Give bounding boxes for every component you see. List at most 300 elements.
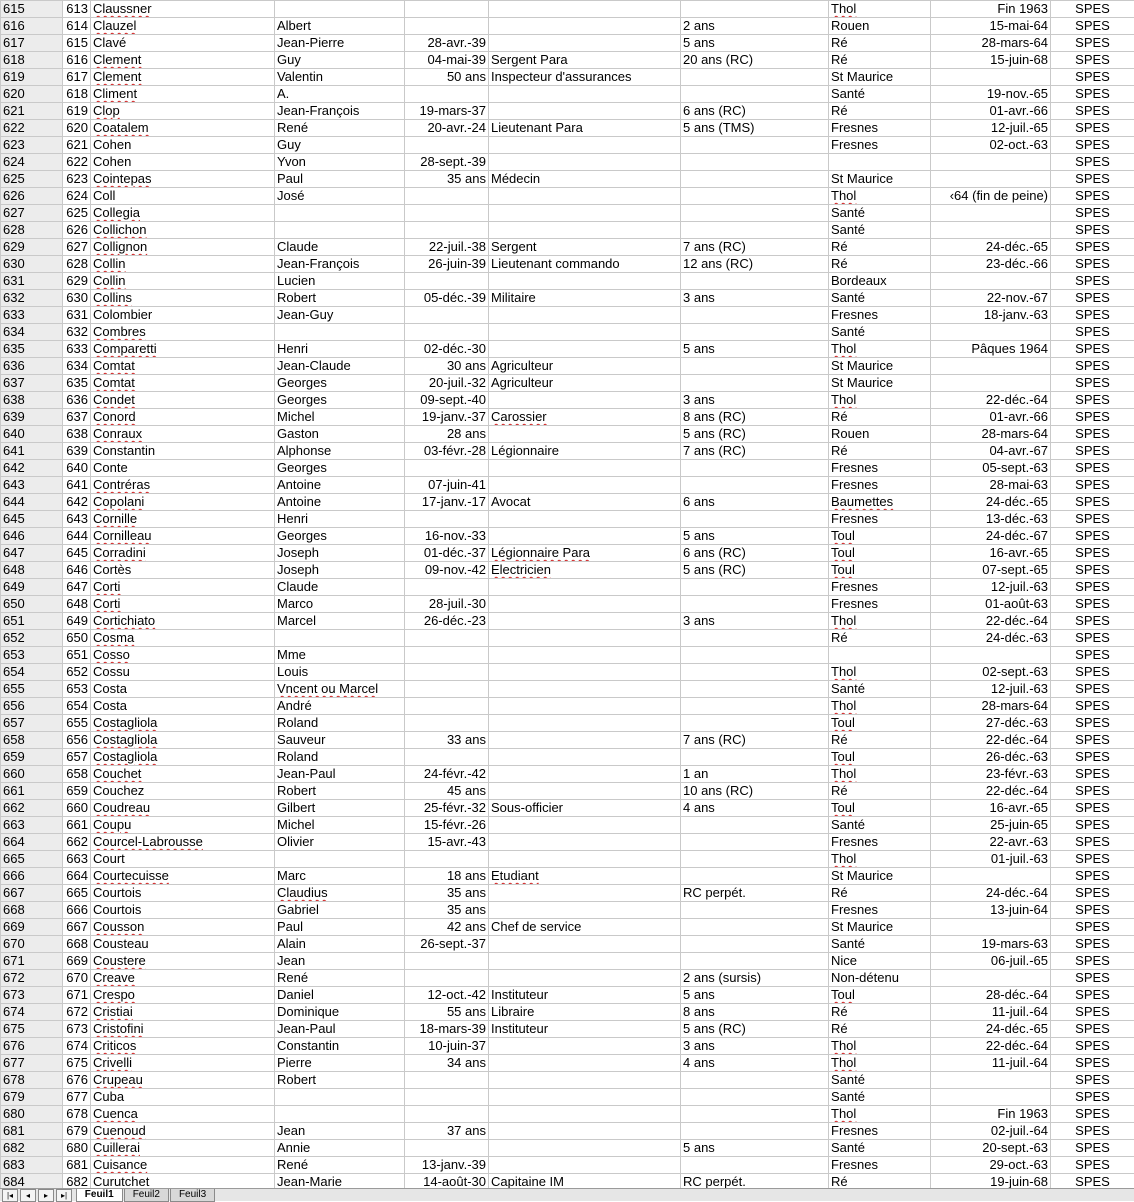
- cell-sentence[interactable]: [681, 1021, 829, 1038]
- cell-job[interactable]: [489, 715, 681, 732]
- cell-release-date[interactable]: [931, 290, 1051, 307]
- cell-job[interactable]: [489, 222, 681, 239]
- cell-organization[interactable]: [1051, 137, 1134, 154]
- cell-organization[interactable]: [1051, 324, 1134, 341]
- cell-number[interactable]: [63, 375, 91, 392]
- cell-location[interactable]: [829, 1123, 931, 1140]
- cell-number[interactable]: [63, 511, 91, 528]
- cell-number[interactable]: [63, 222, 91, 239]
- cell-release-date[interactable]: [931, 851, 1051, 868]
- cell-sentence[interactable]: [681, 783, 829, 800]
- cell-release-date[interactable]: [931, 1072, 1051, 1089]
- cell-release-date[interactable]: [931, 1055, 1051, 1072]
- cell-name[interactable]: [91, 222, 275, 239]
- cell-firstname[interactable]: [275, 1157, 405, 1174]
- cell-firstname[interactable]: [275, 205, 405, 222]
- cell-location[interactable]: [829, 460, 931, 477]
- cell-sentence[interactable]: [681, 1174, 829, 1189]
- cell-number[interactable]: [63, 766, 91, 783]
- cell-birth[interactable]: [405, 1123, 489, 1140]
- cell-sentence[interactable]: [681, 579, 829, 596]
- cell-name[interactable]: [91, 749, 275, 766]
- cell-job[interactable]: [489, 834, 681, 851]
- cell-name[interactable]: [91, 1038, 275, 1055]
- cell-organization[interactable]: [1051, 477, 1134, 494]
- cell-sentence[interactable]: [681, 86, 829, 103]
- cell-firstname[interactable]: [275, 341, 405, 358]
- cell-job[interactable]: [489, 1004, 681, 1021]
- cell-number[interactable]: [63, 358, 91, 375]
- cell-number[interactable]: [63, 273, 91, 290]
- cell-sentence[interactable]: [681, 698, 829, 715]
- cell-release-date[interactable]: [931, 545, 1051, 562]
- cell-birth[interactable]: [405, 987, 489, 1004]
- cell-birth[interactable]: [405, 69, 489, 86]
- cell-firstname[interactable]: [275, 528, 405, 545]
- cell-location[interactable]: [829, 324, 931, 341]
- cell-sentence[interactable]: [681, 851, 829, 868]
- cell-job[interactable]: [489, 630, 681, 647]
- cell-sentence[interactable]: [681, 1004, 829, 1021]
- cell-sentence[interactable]: [681, 528, 829, 545]
- cell-name[interactable]: [91, 766, 275, 783]
- cell-job[interactable]: [489, 307, 681, 324]
- cell-release-date[interactable]: [931, 494, 1051, 511]
- cell-firstname[interactable]: [275, 868, 405, 885]
- cell-location[interactable]: [829, 171, 931, 188]
- cell-organization[interactable]: [1051, 987, 1134, 1004]
- cell-number[interactable]: [63, 902, 91, 919]
- cell-firstname[interactable]: [275, 120, 405, 137]
- cell-birth[interactable]: [405, 681, 489, 698]
- cell-release-date[interactable]: [931, 460, 1051, 477]
- cell-organization[interactable]: [1051, 1140, 1134, 1157]
- cell-name[interactable]: [91, 851, 275, 868]
- cell-location[interactable]: [829, 273, 931, 290]
- cell-firstname[interactable]: [275, 1055, 405, 1072]
- cell-number[interactable]: [63, 664, 91, 681]
- cell-location[interactable]: [829, 1, 931, 18]
- cell-job[interactable]: [489, 851, 681, 868]
- cell-name[interactable]: [91, 1072, 275, 1089]
- cell-organization[interactable]: [1051, 596, 1134, 613]
- cell-name[interactable]: [91, 426, 275, 443]
- cell-birth[interactable]: [405, 511, 489, 528]
- cell-name[interactable]: [91, 188, 275, 205]
- cell-job[interactable]: [489, 885, 681, 902]
- cell-location[interactable]: [829, 477, 931, 494]
- cell-name[interactable]: [91, 1004, 275, 1021]
- cell-birth[interactable]: [405, 1004, 489, 1021]
- cell-release-date[interactable]: [931, 817, 1051, 834]
- cell-sentence[interactable]: [681, 800, 829, 817]
- cell-name[interactable]: [91, 1055, 275, 1072]
- cell-number[interactable]: [63, 460, 91, 477]
- cell-job[interactable]: [489, 188, 681, 205]
- cell-job[interactable]: [489, 868, 681, 885]
- cell-firstname[interactable]: [275, 1106, 405, 1123]
- cell-birth[interactable]: [405, 324, 489, 341]
- cell-release-date[interactable]: [931, 324, 1051, 341]
- cell-location[interactable]: [829, 885, 931, 902]
- cell-release-date[interactable]: [931, 358, 1051, 375]
- cell-organization[interactable]: [1051, 1004, 1134, 1021]
- cell-job[interactable]: [489, 749, 681, 766]
- cell-job[interactable]: [489, 103, 681, 120]
- cell-sentence[interactable]: [681, 171, 829, 188]
- cell-birth[interactable]: [405, 392, 489, 409]
- cell-number[interactable]: [63, 1123, 91, 1140]
- cell-name[interactable]: [91, 120, 275, 137]
- cell-release-date[interactable]: [931, 273, 1051, 290]
- cell-job[interactable]: [489, 1157, 681, 1174]
- cell-number[interactable]: [63, 86, 91, 103]
- cell-name[interactable]: [91, 834, 275, 851]
- cell-birth[interactable]: [405, 239, 489, 256]
- cell-location[interactable]: [829, 800, 931, 817]
- cell-job[interactable]: [489, 511, 681, 528]
- cell-birth[interactable]: [405, 1038, 489, 1055]
- cell-organization[interactable]: [1051, 35, 1134, 52]
- cell-sentence[interactable]: [681, 239, 829, 256]
- cell-birth[interactable]: [405, 120, 489, 137]
- cell-location[interactable]: [829, 120, 931, 137]
- cell-job[interactable]: [489, 443, 681, 460]
- cell-name[interactable]: [91, 443, 275, 460]
- cell-job[interactable]: [489, 171, 681, 188]
- cell-number[interactable]: [63, 392, 91, 409]
- cell-release-date[interactable]: [931, 341, 1051, 358]
- cell-organization[interactable]: [1051, 52, 1134, 69]
- cell-sentence[interactable]: [681, 1055, 829, 1072]
- cell-location[interactable]: [829, 851, 931, 868]
- cell-number[interactable]: [63, 749, 91, 766]
- cell-number[interactable]: [63, 409, 91, 426]
- cell-firstname[interactable]: [275, 1123, 405, 1140]
- cell-name[interactable]: [91, 817, 275, 834]
- cell-birth[interactable]: [405, 732, 489, 749]
- cell-birth[interactable]: [405, 477, 489, 494]
- cell-job[interactable]: [489, 562, 681, 579]
- cell-name[interactable]: [91, 596, 275, 613]
- cell-location[interactable]: [829, 392, 931, 409]
- cell-birth[interactable]: [405, 86, 489, 103]
- cell-sentence[interactable]: [681, 681, 829, 698]
- cell-organization[interactable]: [1051, 392, 1134, 409]
- cell-firstname[interactable]: [275, 460, 405, 477]
- cell-organization[interactable]: [1051, 426, 1134, 443]
- cell-firstname[interactable]: [275, 936, 405, 953]
- cell-name[interactable]: [91, 273, 275, 290]
- cell-number[interactable]: [63, 987, 91, 1004]
- cell-number[interactable]: [63, 817, 91, 834]
- cell-firstname[interactable]: [275, 732, 405, 749]
- cell-organization[interactable]: [1051, 766, 1134, 783]
- cell-release-date[interactable]: [931, 52, 1051, 69]
- cell-name[interactable]: [91, 732, 275, 749]
- cell-sentence[interactable]: [681, 1072, 829, 1089]
- first-sheet-icon[interactable]: |◂: [2, 1189, 18, 1202]
- cell-job[interactable]: [489, 35, 681, 52]
- cell-sentence[interactable]: [681, 324, 829, 341]
- cell-sentence[interactable]: [681, 1089, 829, 1106]
- cell-location[interactable]: [829, 919, 931, 936]
- cell-organization[interactable]: [1051, 154, 1134, 171]
- cell-number[interactable]: [63, 35, 91, 52]
- cell-release-date[interactable]: [931, 1157, 1051, 1174]
- cell-birth[interactable]: [405, 256, 489, 273]
- cell-location[interactable]: [829, 1174, 931, 1189]
- cell-name[interactable]: [91, 239, 275, 256]
- cell-release-date[interactable]: [931, 613, 1051, 630]
- cell-job[interactable]: [489, 766, 681, 783]
- cell-firstname[interactable]: [275, 392, 405, 409]
- cell-job[interactable]: [489, 953, 681, 970]
- cell-number[interactable]: [63, 137, 91, 154]
- cell-birth[interactable]: [405, 647, 489, 664]
- cell-number[interactable]: [63, 579, 91, 596]
- cell-job[interactable]: [489, 1055, 681, 1072]
- cell-firstname[interactable]: [275, 783, 405, 800]
- cell-sentence[interactable]: [681, 18, 829, 35]
- cell-birth[interactable]: [405, 766, 489, 783]
- cell-birth[interactable]: [405, 341, 489, 358]
- cell-number[interactable]: [63, 188, 91, 205]
- cell-sentence[interactable]: [681, 392, 829, 409]
- cell-organization[interactable]: [1051, 1123, 1134, 1140]
- cell-sentence[interactable]: [681, 273, 829, 290]
- cell-release-date[interactable]: [931, 205, 1051, 222]
- cell-job[interactable]: [489, 664, 681, 681]
- cell-job[interactable]: [489, 1123, 681, 1140]
- cell-job[interactable]: [489, 936, 681, 953]
- cell-location[interactable]: [829, 528, 931, 545]
- cell-release-date[interactable]: [931, 749, 1051, 766]
- cell-organization[interactable]: [1051, 613, 1134, 630]
- cell-sentence[interactable]: [681, 460, 829, 477]
- cell-release-date[interactable]: [931, 1123, 1051, 1140]
- cell-name[interactable]: [91, 630, 275, 647]
- cell-number[interactable]: [63, 851, 91, 868]
- cell-name[interactable]: [91, 698, 275, 715]
- cell-name[interactable]: [91, 902, 275, 919]
- cell-release-date[interactable]: [931, 443, 1051, 460]
- cell-release-date[interactable]: [931, 409, 1051, 426]
- cell-name[interactable]: [91, 375, 275, 392]
- cell-birth[interactable]: [405, 800, 489, 817]
- cell-location[interactable]: [829, 256, 931, 273]
- cell-birth[interactable]: [405, 664, 489, 681]
- cell-firstname[interactable]: [275, 715, 405, 732]
- cell-birth[interactable]: [405, 18, 489, 35]
- cell-release-date[interactable]: [931, 562, 1051, 579]
- cell-birth[interactable]: [405, 834, 489, 851]
- cell-number[interactable]: [63, 596, 91, 613]
- cell-release-date[interactable]: [931, 18, 1051, 35]
- cell-location[interactable]: [829, 409, 931, 426]
- cell-job[interactable]: [489, 613, 681, 630]
- cell-birth[interactable]: [405, 358, 489, 375]
- cell-birth[interactable]: [405, 273, 489, 290]
- cell-location[interactable]: [829, 154, 931, 171]
- cell-firstname[interactable]: [275, 1089, 405, 1106]
- cell-birth[interactable]: [405, 596, 489, 613]
- cell-organization[interactable]: [1051, 1072, 1134, 1089]
- cell-firstname[interactable]: [275, 596, 405, 613]
- cell-job[interactable]: [489, 477, 681, 494]
- cell-number[interactable]: [63, 715, 91, 732]
- cell-organization[interactable]: [1051, 86, 1134, 103]
- cell-birth[interactable]: [405, 1157, 489, 1174]
- next-sheet-icon[interactable]: ▸: [38, 1189, 54, 1202]
- cell-release-date[interactable]: [931, 681, 1051, 698]
- cell-location[interactable]: [829, 545, 931, 562]
- cell-number[interactable]: [63, 1089, 91, 1106]
- cell-birth[interactable]: [405, 222, 489, 239]
- cell-sentence[interactable]: [681, 749, 829, 766]
- sheet-tab-2[interactable]: Feuil2: [124, 1189, 169, 1202]
- cell-birth[interactable]: [405, 868, 489, 885]
- cell-sentence[interactable]: [681, 222, 829, 239]
- cell-number[interactable]: [63, 494, 91, 511]
- cell-firstname[interactable]: [275, 800, 405, 817]
- cell-number[interactable]: [63, 613, 91, 630]
- cell-birth[interactable]: [405, 375, 489, 392]
- cell-birth[interactable]: [405, 630, 489, 647]
- cell-name[interactable]: [91, 681, 275, 698]
- cell-name[interactable]: [91, 970, 275, 987]
- cell-birth[interactable]: [405, 1174, 489, 1189]
- cell-release-date[interactable]: [931, 307, 1051, 324]
- cell-location[interactable]: [829, 902, 931, 919]
- cell-name[interactable]: [91, 341, 275, 358]
- cell-job[interactable]: [489, 817, 681, 834]
- cell-organization[interactable]: [1051, 817, 1134, 834]
- cell-location[interactable]: [829, 103, 931, 120]
- cell-organization[interactable]: [1051, 18, 1134, 35]
- cell-organization[interactable]: [1051, 1055, 1134, 1072]
- cell-job[interactable]: [489, 1, 681, 18]
- cell-location[interactable]: [829, 18, 931, 35]
- cell-birth[interactable]: [405, 579, 489, 596]
- cell-sentence[interactable]: [681, 970, 829, 987]
- cell-organization[interactable]: [1051, 103, 1134, 120]
- cell-birth[interactable]: [405, 1021, 489, 1038]
- cell-birth[interactable]: [405, 545, 489, 562]
- cell-firstname[interactable]: [275, 630, 405, 647]
- cell-job[interactable]: [489, 902, 681, 919]
- cell-firstname[interactable]: [275, 970, 405, 987]
- cell-job[interactable]: [489, 494, 681, 511]
- cell-sentence[interactable]: [681, 817, 829, 834]
- cell-release-date[interactable]: [931, 919, 1051, 936]
- cell-sentence[interactable]: [681, 477, 829, 494]
- cell-location[interactable]: [829, 188, 931, 205]
- cell-number[interactable]: [63, 953, 91, 970]
- cell-firstname[interactable]: [275, 154, 405, 171]
- cell-birth[interactable]: [405, 307, 489, 324]
- cell-name[interactable]: [91, 885, 275, 902]
- cell-release-date[interactable]: [931, 1, 1051, 18]
- cell-number[interactable]: [63, 1, 91, 18]
- cell-firstname[interactable]: [275, 52, 405, 69]
- cell-sentence[interactable]: [681, 426, 829, 443]
- cell-birth[interactable]: [405, 188, 489, 205]
- cell-sentence[interactable]: [681, 1, 829, 18]
- cell-name[interactable]: [91, 86, 275, 103]
- cell-job[interactable]: [489, 375, 681, 392]
- cell-location[interactable]: [829, 222, 931, 239]
- cell-location[interactable]: [829, 766, 931, 783]
- cell-organization[interactable]: [1051, 851, 1134, 868]
- cell-job[interactable]: [489, 545, 681, 562]
- cell-organization[interactable]: [1051, 188, 1134, 205]
- cell-sentence[interactable]: [681, 494, 829, 511]
- cell-organization[interactable]: [1051, 120, 1134, 137]
- cell-job[interactable]: [489, 681, 681, 698]
- cell-organization[interactable]: [1051, 205, 1134, 222]
- cell-sentence[interactable]: [681, 596, 829, 613]
- cell-birth[interactable]: [405, 290, 489, 307]
- cell-organization[interactable]: [1051, 69, 1134, 86]
- cell-organization[interactable]: [1051, 528, 1134, 545]
- cell-firstname[interactable]: [275, 409, 405, 426]
- cell-firstname[interactable]: [275, 1, 405, 18]
- cell-job[interactable]: [489, 273, 681, 290]
- cell-number[interactable]: [63, 698, 91, 715]
- cell-birth[interactable]: [405, 52, 489, 69]
- cell-sentence[interactable]: [681, 307, 829, 324]
- cell-name[interactable]: [91, 69, 275, 86]
- cell-release-date[interactable]: [931, 477, 1051, 494]
- cell-job[interactable]: [489, 52, 681, 69]
- cell-organization[interactable]: [1051, 545, 1134, 562]
- cell-number[interactable]: [63, 69, 91, 86]
- cell-sentence[interactable]: [681, 562, 829, 579]
- cell-location[interactable]: [829, 307, 931, 324]
- cell-number[interactable]: [63, 562, 91, 579]
- last-sheet-icon[interactable]: ▸|: [56, 1189, 72, 1202]
- cell-name[interactable]: [91, 1123, 275, 1140]
- cell-job[interactable]: [489, 579, 681, 596]
- cell-firstname[interactable]: [275, 375, 405, 392]
- cell-location[interactable]: [829, 69, 931, 86]
- cell-location[interactable]: [829, 52, 931, 69]
- cell-release-date[interactable]: [931, 596, 1051, 613]
- cell-release-date[interactable]: [931, 239, 1051, 256]
- cell-number[interactable]: [63, 970, 91, 987]
- cell-firstname[interactable]: [275, 358, 405, 375]
- cell-release-date[interactable]: [931, 120, 1051, 137]
- cell-birth[interactable]: [405, 1, 489, 18]
- cell-organization[interactable]: [1051, 681, 1134, 698]
- cell-job[interactable]: [489, 460, 681, 477]
- cell-job[interactable]: [489, 970, 681, 987]
- cell-name[interactable]: [91, 647, 275, 664]
- cell-location[interactable]: [829, 613, 931, 630]
- cell-firstname[interactable]: [275, 426, 405, 443]
- cell-release-date[interactable]: [931, 137, 1051, 154]
- cell-organization[interactable]: [1051, 1157, 1134, 1174]
- cell-location[interactable]: [829, 1140, 931, 1157]
- cell-job[interactable]: [489, 239, 681, 256]
- cell-organization[interactable]: [1051, 511, 1134, 528]
- cell-release-date[interactable]: [931, 868, 1051, 885]
- cell-job[interactable]: [489, 1174, 681, 1189]
- cell-organization[interactable]: [1051, 868, 1134, 885]
- cell-organization[interactable]: [1051, 341, 1134, 358]
- cell-location[interactable]: [829, 443, 931, 460]
